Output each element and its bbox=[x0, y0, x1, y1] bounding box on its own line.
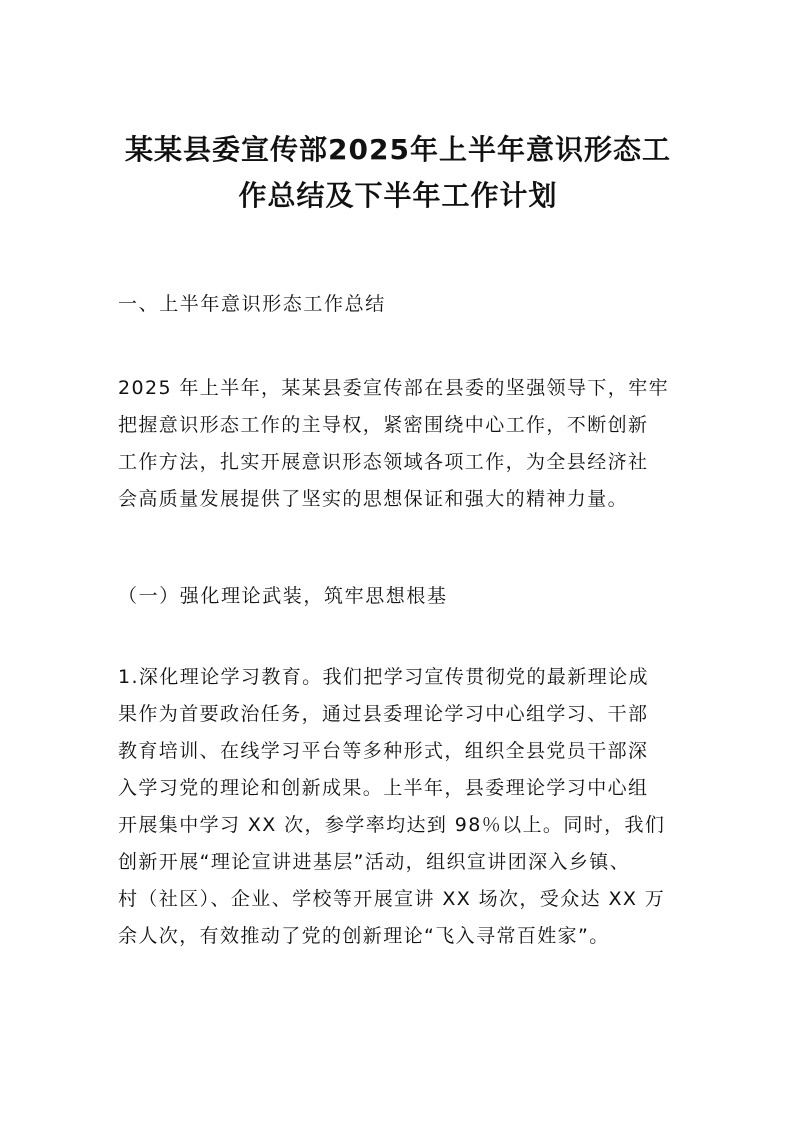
item1-line-4: 入学习党的理论和创新成果。上半年，县委理论学习中心组 bbox=[118, 777, 649, 799]
intro-paragraph-line-4: 会高质量发展提供了坚实的思想保证和强大的精神力量。 bbox=[118, 488, 629, 510]
intro-paragraph-line-2: 把握意识形态工作的主导权，紧密围绕中心工作，不断创新 bbox=[118, 414, 649, 436]
document-title-line-1: 某某县委宣传部2025年上半年意识形态工 bbox=[125, 133, 671, 166]
document-title-line-2: 作总结及下半年工作计划 bbox=[238, 179, 558, 212]
item1-line-7: 村（社区）、企业、学校等开展宣讲 XX 场次，受众达 XX 万 bbox=[118, 888, 666, 910]
item1-line-5: 开展集中学习 XX 次，参学率均达到 98％以上。同时，我们 bbox=[118, 814, 666, 836]
item1-line-2: 果作为首要政治任务，通过县委理论学习中心组学习、干部 bbox=[118, 703, 649, 725]
intro-paragraph-line-1: 2025 年上半年，某某县委宣传部在县委的坚强领导下，牢牢 bbox=[118, 377, 669, 399]
item1-line-3: 教育培训、在线学习平台等多种形式，组织全县党员干部深 bbox=[118, 740, 649, 762]
subheading: （一）强化理论武装，筑牢思想根基 bbox=[118, 585, 448, 607]
item1-line-1: 1.深化理论学习教育。我们把学习宣传贯彻党的最新理论成 bbox=[118, 666, 649, 688]
section-heading: 一、上半年意识形态工作总结 bbox=[118, 293, 386, 315]
item1-line-6: 创新开展“理论宣讲进基层”活动，组织宣讲团深入乡镇、 bbox=[118, 851, 631, 873]
intro-paragraph-line-3: 工作方法，扎实开展意识形态领域各项工作，为全县经济社 bbox=[118, 451, 649, 473]
item1-line-8: 余人次，有效推动了党的创新理论“飞入寻常百姓家”。 bbox=[118, 925, 610, 947]
